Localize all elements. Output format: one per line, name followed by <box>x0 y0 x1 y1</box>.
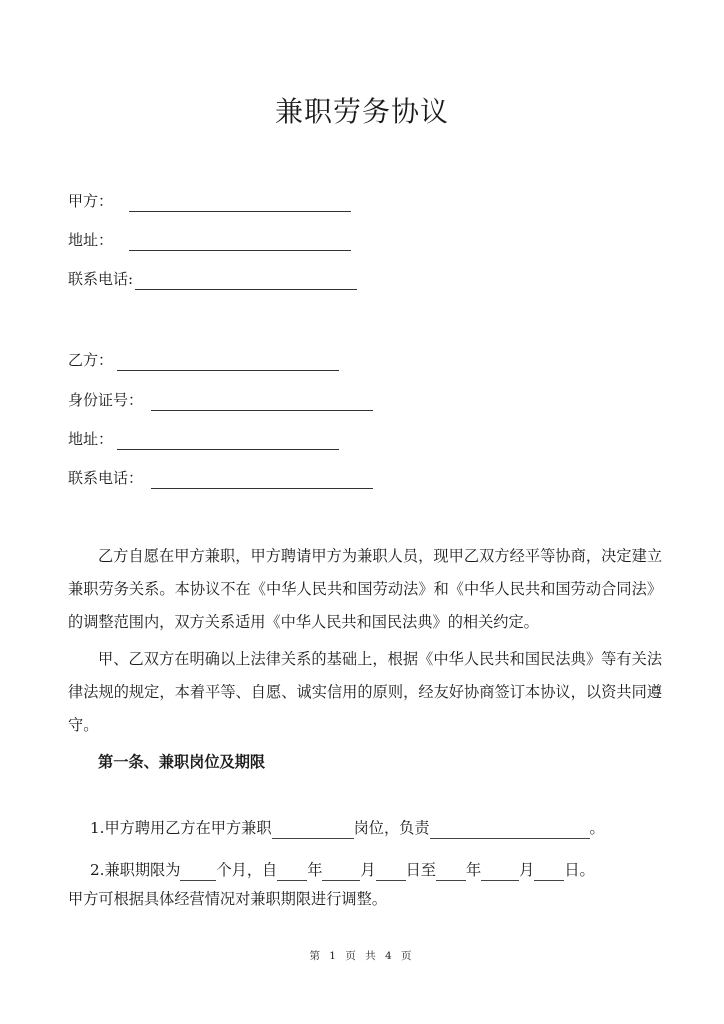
party-b-phone-blank[interactable] <box>151 472 373 489</box>
party-a-address-label: 地址： <box>68 231 114 249</box>
months-blank[interactable] <box>180 864 216 881</box>
article-1-item-2 <box>90 859 595 881</box>
article-1-item-1 <box>90 817 605 839</box>
party-a-name-blank[interactable] <box>129 195 351 212</box>
party-b-address-label: 地址： <box>68 430 114 448</box>
item-2-day2: 日。 <box>564 861 595 879</box>
party-b-address-blank[interactable] <box>117 433 339 450</box>
item-2-month2: 月 <box>519 861 535 879</box>
item-2-prefix: 2.兼职期限为 <box>90 861 181 879</box>
paragraph-relationship: 乙方自愿在甲方兼职，甲方聘请甲方为兼职人员，现甲乙双方经平等协商，决定建立兼职劳务关系。本协议不在《中华人民共和国劳动法》和《中华人民共和国劳动合同法》的调整范围内，双方关系适用《中华人民共和国民法典》的相关约定。 <box>68 547 662 631</box>
item-2-continuation: 甲方可根据具体经营情况对兼职期限进行调整。 <box>68 890 387 908</box>
party-a-address-blank[interactable] <box>129 234 351 251</box>
party-a-phone-label: 联系电话: <box>68 270 134 288</box>
body-text <box>68 540 662 779</box>
document-title: 兼职劳务协议 <box>274 95 449 128</box>
item-2-month1: 月 <box>360 861 376 879</box>
item-2-months: 个月，自 <box>216 861 278 879</box>
party-a-name-field <box>68 190 351 212</box>
responsibility-blank[interactable] <box>430 822 590 839</box>
item-1-prefix: 1.甲方聘用乙方在甲方兼职 <box>90 819 272 837</box>
end-year-blank[interactable] <box>436 864 466 881</box>
party-a-address-field <box>68 229 351 251</box>
party-b-phone-label: 联系电话： <box>68 469 144 487</box>
article-1-heading: 第一条、兼职岗位及期限 <box>98 753 266 771</box>
page-footer: 第 1 页 共 4 页 <box>309 950 415 962</box>
item-1-end: 。 <box>589 819 605 837</box>
party-b-name-field <box>68 349 339 371</box>
party-a-phone-blank[interactable] <box>135 273 357 290</box>
end-day-blank[interactable] <box>534 864 564 881</box>
party-b-phone-field <box>68 467 373 489</box>
party-b-id-blank[interactable] <box>151 394 373 411</box>
start-month-blank[interactable] <box>322 864 360 881</box>
item-2-year2: 年 <box>465 861 482 879</box>
party-b-address-field <box>68 428 339 450</box>
party-a-name-label: 甲方： <box>68 192 114 210</box>
item-2-day1: 日至 <box>405 861 436 879</box>
paragraph-basis: 甲、乙双方在明确以上法律关系的基础上，根据《中华人民共和国民法典》等有关法律法规的规定，本着平等、自愿、诚实信用的原则，经友好协商签订本协议，以资共同遵守。 <box>68 650 662 734</box>
start-day-blank[interactable] <box>376 864 406 881</box>
item-2-year1: 年 <box>307 861 323 879</box>
party-b-id-label: 身份证号： <box>68 391 144 409</box>
party-b-name-label: 乙方： <box>68 351 114 369</box>
item-1-mid: 岗位，负责 <box>353 819 430 837</box>
start-year-blank[interactable] <box>277 864 307 881</box>
end-month-blank[interactable] <box>481 864 519 881</box>
party-b-id-field <box>68 389 373 411</box>
party-a-phone-field <box>68 268 357 290</box>
party-b-name-blank[interactable] <box>117 354 339 371</box>
position-blank[interactable] <box>272 822 354 839</box>
